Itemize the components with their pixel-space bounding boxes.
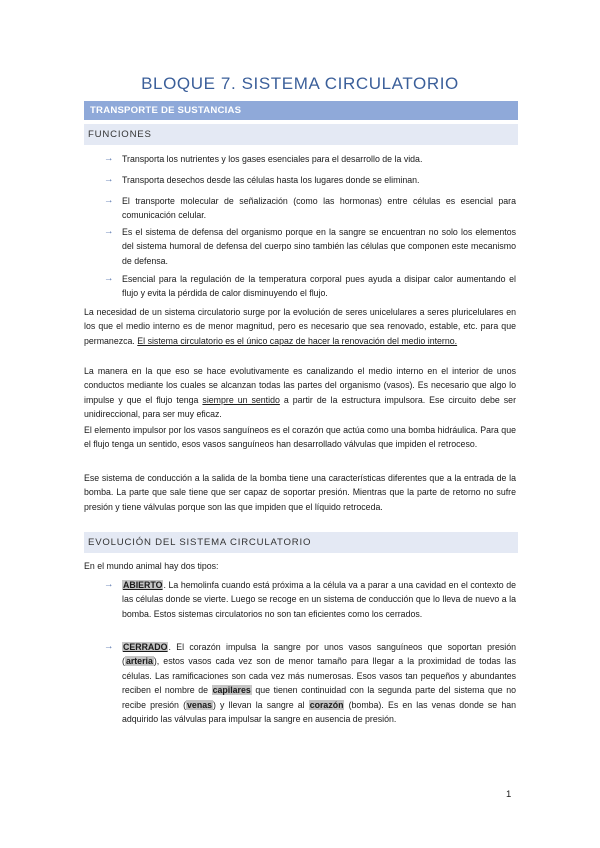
item-body: ), estos vasos cada vez son de menor tamaño para llegar a la proximidad de todas las células. Las ramificaciones son cada vez más numerosas. Esos vasos tan pequeños y abundantes reciben el nombre de bbox=[122, 656, 516, 696]
list-item-text: Es el sistema de defensa del organismo porque en la sangre se encuentran no solo los elementos del sistema humoral de defensa del cuerpo sino también las células que componen este mecanismo de defensa. bbox=[122, 227, 516, 266]
item-body: (bomba). Es en las venas donde se han adquirido las válvulas para impulsar la sangre en ausencia de presión. bbox=[122, 699, 516, 725]
arrow-icon: → bbox=[104, 195, 114, 206]
item-body: . El corazón impulsa la sangre por unos vasos sanguíneos que soportan presión ( bbox=[122, 642, 516, 667]
paragraph bbox=[84, 364, 516, 422]
list-item-text: Esencial para la regulación de la temperatura corporal pues ayuda a disipar calor aumentando el flujo y evita la pérdida de calor disminuyendo el flujo. bbox=[122, 274, 516, 299]
intro-text: En el mundo animal hay dos tipos: bbox=[84, 561, 219, 571]
arrow-icon: → bbox=[104, 273, 114, 284]
underlined-text: siempre un sentido bbox=[202, 394, 280, 405]
paragraph: El elemento impulsor por los vasos sanguíneos es el corazón que actúa como una bomba hidráulica. Para que el flujo tenga un sentido, esos vasos sanguíneos han desarrollado válvulas que impiden el retroceso. bbox=[84, 425, 516, 450]
arrow-icon: → bbox=[104, 153, 114, 164]
paragraph bbox=[84, 305, 516, 348]
list-item-abierto bbox=[104, 578, 516, 621]
page-number: 1 bbox=[506, 789, 512, 800]
subsection-heading-evolucion: EVOLUCIÓN DEL SISTEMA CIRCULATORIO bbox=[84, 532, 518, 553]
term-venas: venas bbox=[187, 699, 212, 710]
item-body: que tienen continuidad con la segunda parte del sistema que no recibe presión ( bbox=[122, 685, 516, 710]
subsection-heading-funciones: FUNCIONES bbox=[84, 124, 518, 145]
underlined-text: El sistema circulatorio es el único capaz de hacer la renovación del medio interno. bbox=[137, 335, 458, 346]
list-item bbox=[104, 194, 516, 223]
term-abierto: ABIERTO bbox=[123, 580, 163, 590]
list-item bbox=[104, 225, 516, 268]
page-title: BLOQUE 7. SISTEMA CIRCULATORIO bbox=[141, 74, 459, 93]
term-arteria: arteria bbox=[125, 656, 153, 667]
list-item-text: Transporta desechos desde las células hasta los lugares donde se eliminan. bbox=[122, 175, 420, 185]
item-body: . La hemolinfa cuando está próxima a la célula va a parar a una cavidad en el contexto de las células donde se vierte. Luego se recoge en un sistema de conducción que lo lleva de nuevo a la bomba. Estos sistemas circulatorios no son tan eficientes como los cerrados. bbox=[122, 580, 516, 619]
paragraph-text: La manera en la que eso se hace evolutivamente es canalizando el medio interno en el interior de unos conductos mediante los cuales se alcanzan todas las partes del organismo (vasos). Es necesario que algo lo impulse y que el flujo tenga bbox=[84, 366, 516, 405]
list-item bbox=[104, 152, 516, 166]
paragraph: Ese sistema de conducción a la salida de la bomba tiene una características diferentes que a la entrada de la bomba. La parte que sale tiene que ser capaz de soportar presión. Mientras que la parte de retorno no sufre presión y tiene válvulas porque son las que impiden que el líquido retroceda. bbox=[84, 473, 516, 512]
paragraph-text: La necesidad de un sistema circulatorio surge por la evolución de seres unicelulares a seres pluricelulares en los que el medio interno es de menor magnitud, pero es necesario que sea renovado, estable, etc. para que permanezca. bbox=[84, 307, 516, 346]
term-cerrado: CERRADO bbox=[123, 642, 168, 652]
paragraph-text: a partir de la estructura impulsora. Ese circuito debe ser unidireccional, para ser muy eficaz. bbox=[84, 394, 516, 420]
term-capilares: capilares bbox=[212, 685, 251, 696]
arrow-icon: → bbox=[104, 641, 114, 652]
list-item bbox=[104, 173, 516, 187]
list-item-text: Transporta los nutrientes y los gases esenciales para el desarrollo de la vida. bbox=[122, 154, 423, 164]
arrow-icon: → bbox=[104, 579, 114, 590]
list-item-text: El transporte molecular de señalización (como las hormonas) entre células es esencial para comunicación celular. bbox=[122, 196, 516, 221]
list-item-text bbox=[122, 640, 516, 726]
arrow-icon: → bbox=[104, 174, 114, 185]
term-corazon: corazón bbox=[309, 699, 344, 710]
section-header: TRANSPORTE DE SUSTANCIAS bbox=[84, 101, 518, 120]
arrow-icon: → bbox=[104, 226, 114, 237]
list-item-cerrado bbox=[104, 640, 516, 726]
list-item bbox=[104, 272, 516, 301]
item-body: ) y llevan la sangre al bbox=[212, 699, 309, 710]
list-item-text bbox=[122, 578, 516, 621]
